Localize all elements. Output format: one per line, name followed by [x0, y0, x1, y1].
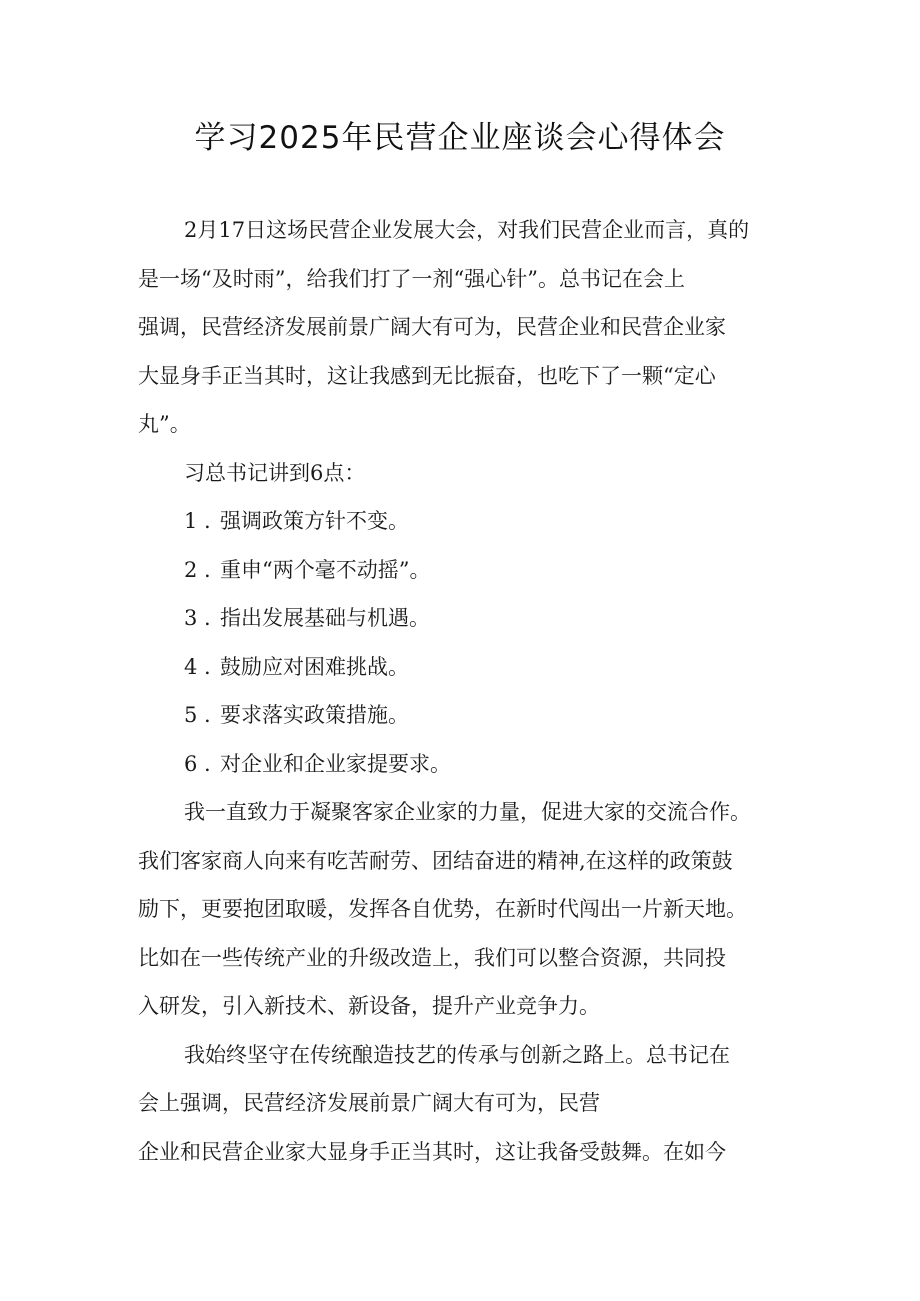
paragraph-1-line-4: 大显身手正当其时，这让我感到无比振奋，也吃下了一颗“定心 [138, 363, 716, 388]
list-item: 6 . 对企业和企业家提要求。 [138, 740, 808, 789]
document-body [138, 206, 808, 1176]
list-item: 1 . 强调政策方针不变。 [138, 497, 808, 546]
list-item-number: 5 [184, 703, 198, 727]
list-item: 3 . 指出发展基础与机遇。 [138, 594, 808, 643]
list-item-text: 鼓励应对困难挑战。 [220, 654, 409, 679]
list-item: 2 . 重申“两个毫不动摇”。 [138, 546, 808, 595]
document-title: 学习2025年民营企业座谈会心得体会 [194, 120, 726, 156]
list-item-text: 指出发展基础与机遇。 [220, 606, 430, 630]
list-item-text: 强调政策方针不变。 [220, 509, 409, 533]
paragraph-2-line-2: 我们客家商人向来有吃苦耐劳、团结奋进的精神,在这样的政策鼓 [138, 848, 733, 873]
paragraph-1-line-3: 强调，民营经济发展前景广阔大有可为，民营企业和民营企业家 [138, 315, 726, 339]
list-item-number: 2 [184, 557, 198, 582]
paragraph-2-line-3: 励下，更要抱团取暖，发挥各自优势，在新时代闯出一片新天地。 [138, 897, 747, 921]
list-item-number: 3 [184, 606, 198, 630]
list-item-number: 4 [184, 654, 198, 679]
paragraph-1-line-1: 2月17日这场民营企业发展大会，对我们民营企业而言，真的 [184, 218, 750, 242]
list-item-text: 对企业和企业家提要求。 [220, 751, 451, 776]
list-item: 5 . 要求落实政策措施。 [138, 691, 808, 740]
list-item-text: 要求落实政策措施。 [220, 703, 409, 727]
paragraph-3-line-3: 企业和民营企业家大显身手正当其时，这让我备受鼓舞。在如今 [138, 1139, 726, 1164]
paragraph-1-line-2: 是一场“及时雨”，给我们打了一剂“强心针”。总书记在会上 [138, 266, 685, 291]
paragraph-3-line-1: 我始终坚守在传统酿造技艺的传承与创新之路上。总书记在 [184, 1042, 730, 1067]
list-item-number: 6 [184, 751, 198, 776]
points-intro: 习总书记讲到6点： [184, 460, 366, 485]
paragraph-2-line-1: 我一直致力于凝聚客家企业家的力量，促进大家的交流合作。 [184, 800, 751, 824]
list-item-number: 1 [184, 509, 198, 533]
paragraph-3-line-2: 会上强调，民营经济发展前景广阔大有可为，民营 [138, 1091, 600, 1115]
list-item-text: 重申“两个毫不动摇”。 [220, 557, 431, 582]
paragraph-2-line-4: 比如在一些传统产业的升级改造上，我们可以整合资源，共同投 [138, 945, 726, 970]
paragraph-2-line-5: 入研发，引入新技术、新设备，提升产业竞争力。 [138, 994, 600, 1018]
list-item: 4 . 鼓励应对困难挑战。 [138, 643, 808, 692]
paragraph-1-line-5: 丸”。 [138, 412, 191, 436]
